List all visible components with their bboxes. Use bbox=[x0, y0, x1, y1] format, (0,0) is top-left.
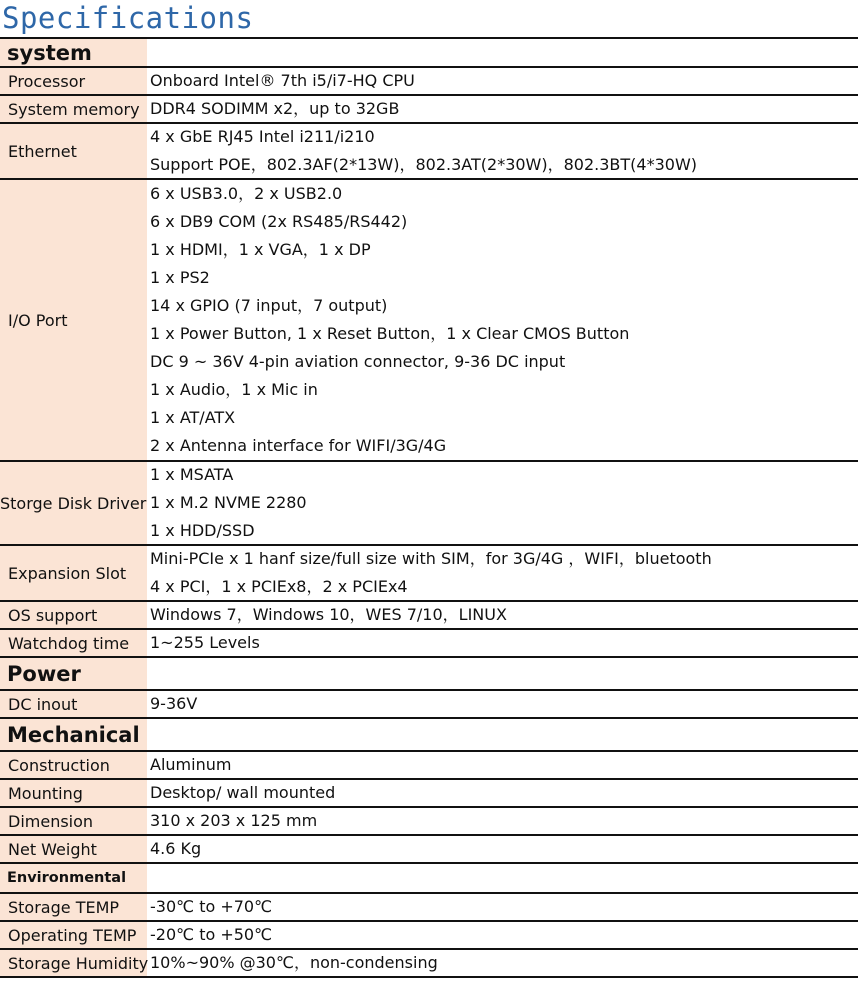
spec-value: 1 x Audio，1 x Mic in bbox=[150, 380, 318, 399]
spec-value: Windows 7，Windows 10，WES 7/10，LINUX bbox=[150, 605, 507, 624]
spec-row bbox=[0, 950, 858, 978]
spec-row bbox=[0, 922, 858, 950]
spec-row bbox=[0, 68, 858, 96]
spec-value: 1 x M.2 NVME 2280 bbox=[150, 493, 307, 512]
spec-values bbox=[147, 752, 858, 778]
spec-values bbox=[147, 691, 858, 717]
spec-value: 4 x GbE RJ45 Intel i211/i210 bbox=[150, 127, 375, 146]
spec-label: Storage TEMP bbox=[0, 894, 147, 920]
spec-values bbox=[147, 39, 858, 66]
spec-row bbox=[0, 180, 858, 462]
spec-value: 1~255 Levels bbox=[150, 633, 260, 652]
spec-values bbox=[147, 630, 858, 656]
spec-value: 14 x GPIO (7 input，7 output) bbox=[150, 296, 388, 315]
spec-row bbox=[0, 602, 858, 630]
spec-value: 9-36V bbox=[150, 694, 198, 713]
spec-value: -20℃ to +50℃ bbox=[150, 925, 273, 944]
section-title: Environmental bbox=[0, 864, 147, 892]
spec-label: Net Weight bbox=[0, 836, 147, 862]
spec-value: 1 x MSATA bbox=[150, 465, 234, 484]
section-header-row bbox=[0, 719, 858, 752]
spec-values bbox=[147, 864, 858, 892]
spec-values bbox=[147, 780, 858, 806]
spec-label: Storage Humidity bbox=[0, 950, 147, 976]
section-title: Mechanical bbox=[0, 719, 147, 750]
spec-value: Aluminum bbox=[150, 755, 232, 774]
spec-values bbox=[147, 124, 858, 178]
spec-value: 1 x HDD/SSD bbox=[150, 521, 255, 540]
section-title: system bbox=[0, 39, 147, 66]
page-title: Specifications bbox=[2, 1, 254, 35]
spec-row bbox=[0, 124, 858, 180]
spec-values bbox=[147, 180, 858, 460]
spec-value: Desktop/ wall mounted bbox=[150, 783, 336, 802]
spec-label: DC inout bbox=[0, 691, 147, 717]
spec-values bbox=[147, 836, 858, 862]
spec-values bbox=[147, 808, 858, 834]
spec-label: Dimension bbox=[0, 808, 147, 834]
spec-row bbox=[0, 808, 858, 836]
spec-row bbox=[0, 836, 858, 864]
spec-row bbox=[0, 630, 858, 658]
spec-value: Support POE，802.3AF(2*13W)，802.3AT(2*30W)，802.3BT(4*30W) bbox=[150, 155, 698, 174]
spec-label: Ethernet bbox=[0, 124, 147, 178]
section-header-row bbox=[0, 39, 858, 68]
spec-value: Mini-PCIe x 1 hanf size/full size with SIM，for 3G/4G ，WIFI，bluetooth bbox=[150, 549, 712, 568]
spec-row bbox=[0, 752, 858, 780]
spec-values bbox=[147, 719, 858, 750]
spec-label: OS support bbox=[0, 602, 147, 628]
spec-label: System memory bbox=[0, 96, 147, 122]
spec-row bbox=[0, 96, 858, 124]
spec-row bbox=[0, 894, 858, 922]
spec-value: 4.6 Kg bbox=[150, 839, 202, 858]
spec-value: 6 x USB3.0，2 x USB2.0 bbox=[150, 184, 343, 203]
spec-value: DC 9 ~ 36V 4-pin aviation connector, 9-36 DC input bbox=[150, 352, 566, 371]
spec-value: DDR4 SODIMM x2，up to 32GB bbox=[150, 99, 400, 118]
spec-row bbox=[0, 546, 858, 602]
spec-value: 1 x Power Button, 1 x Reset Button，1 x Clear CMOS Button bbox=[150, 324, 630, 343]
spec-value: 1 x HDMI，1 x VGA，1 x DP bbox=[150, 240, 371, 259]
spec-label: I/O Port bbox=[0, 180, 147, 460]
spec-values bbox=[147, 950, 858, 976]
spec-value: 6 x DB9 COM (2x RS485/RS442) bbox=[150, 212, 408, 231]
spec-value: 310 x 203 x 125 mm bbox=[150, 811, 318, 830]
spec-values bbox=[147, 922, 858, 948]
spec-values bbox=[147, 68, 858, 94]
spec-label: Storge Disk Driver bbox=[0, 462, 147, 544]
spec-row bbox=[0, 462, 858, 546]
spec-label: Mounting bbox=[0, 780, 147, 806]
spec-value: 10%~90% @30℃，non-condensing bbox=[150, 953, 438, 972]
spec-values bbox=[147, 462, 858, 544]
spec-label: Processor bbox=[0, 68, 147, 94]
section-header-row bbox=[0, 864, 858, 894]
section-header-row bbox=[0, 658, 858, 691]
spec-label: Construction bbox=[0, 752, 147, 778]
spec-table bbox=[0, 37, 858, 978]
spec-value: 2 x Antenna interface for WIFI/3G/4G bbox=[150, 436, 447, 455]
spec-value: 1 x PS2 bbox=[150, 268, 210, 287]
spec-value: Onboard Intel® 7th i5/i7-HQ CPU bbox=[150, 71, 415, 90]
spec-value: 1 x AT/ATX bbox=[150, 408, 236, 427]
spec-values bbox=[147, 894, 858, 920]
spec-values bbox=[147, 96, 858, 122]
spec-label: Operating TEMP bbox=[0, 922, 147, 948]
spec-label: Watchdog time bbox=[0, 630, 147, 656]
spec-value: -30℃ to +70℃ bbox=[150, 897, 273, 916]
spec-row bbox=[0, 780, 858, 808]
spec-label: Expansion Slot bbox=[0, 546, 147, 600]
spec-values bbox=[147, 546, 858, 600]
spec-values bbox=[147, 602, 858, 628]
spec-value: 4 x PCI，1 x PCIEx8，2 x PCIEx4 bbox=[150, 577, 408, 596]
section-title: Power bbox=[0, 658, 147, 689]
spec-row bbox=[0, 691, 858, 719]
spec-values bbox=[147, 658, 858, 689]
